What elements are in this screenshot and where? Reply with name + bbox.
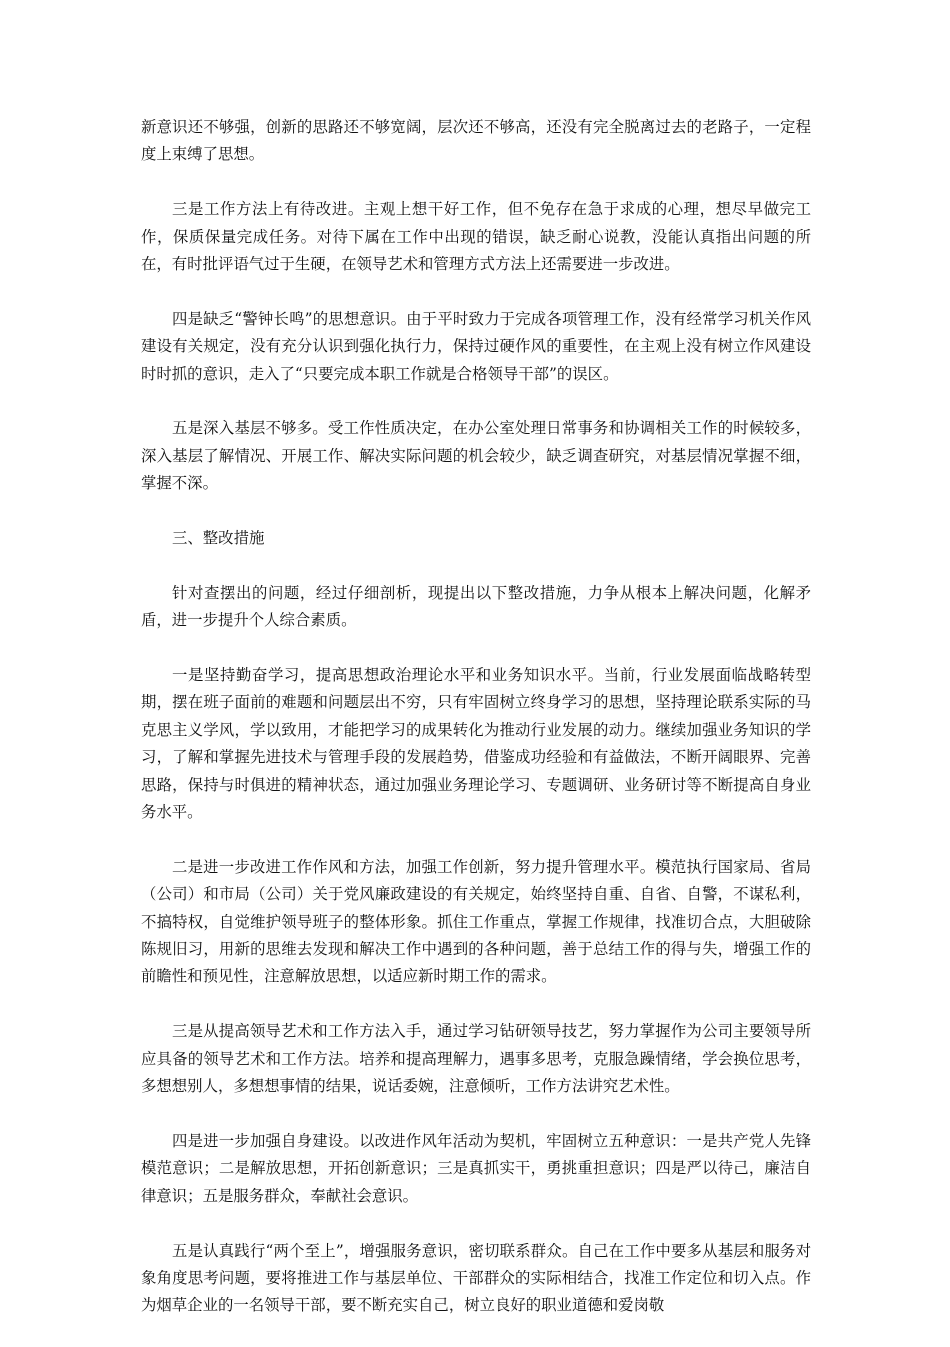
paragraph-measure-self-building: 四是进一步加强自身建设。以改进作风年活动为契机，牢固树立五种意识：一是共产党人先锋模范意识；二是解放思想，开拓创新意识；三是真抓实干，勇挑重担意识；四是严以待己，廉洁自律意识；五是服务群众，奉献社会意识。 xyxy=(141,1131,811,1205)
paragraph-work-method: 三是工作方法上有待改进。主观上想干好工作，但不免存在急于求成的心理，想尽早做完工作，保质保量完成任务。对待下属在工作中出现的错误，缺乏耐心说教，没能认真指出问题的所在，有时批评语气过于生硬，在领导艺术和管理方式方法上还需要进一步改进。 xyxy=(141,200,811,274)
paragraph-measure-leadership: 三是从提高领导艺术和工作方法入手，通过学习钻研领导技艺，努力掌握作为公司主要领导所应具备的领导艺术和工作方法。培养和提高理解力，遇事多思考，克服急躁情绪，学会换位思考，多想想别人，多想想事情的结果，说话委婉，注意倾听，工作方法讲究艺术性。 xyxy=(141,1022,811,1096)
paragraph-rectification-intro: 针对查摆出的问题，经过仔细剖析，现提出以下整改措施，力争从根本上解决问题，化解矛盾，进一步提升个人综合素质。 xyxy=(141,583,811,630)
section-heading-rectification: 三、整改措施 xyxy=(172,529,265,548)
paragraph-measure-work-style: 二是进一步改进工作作风和方法，加强工作创新，努力提升管理水平。模范执行国家局、省局（公司）和市局（公司）关于党风廉政建设的有关规定，始终坚持自重、自省、自警，不谋私利，不搞特权，自觉维护领导班子的整体形象。抓住工作重点，掌握工作规律，找准切合点，大胆破除陈规旧习，用新的思维去发现和解决工作中遇到的各种问题，善于总结工作的得与失，增强工作的前瞻性和预见性，注意解放思想，以适应新时期工作的需求。 xyxy=(141,857,811,986)
paragraph-grassroots: 五是深入基层不够多。受工作性质决定，在办公室处理日常事务和协调相关工作的时候较多，深入基层了解情况、开展工作、解决实际问题的机会较少，缺乏调查研究，对基层情况掌握不细，掌握不深。 xyxy=(141,419,811,493)
paragraph-alarm-awareness: 四是缺乏“警钟长鸣”的思想意识。由于平时致力于完成各项管理工作，没有经常学习机关作风建设有关规定，没有充分认识到强化执行力，保持过硬作风的重要性，在主观上没有树立作风建设时时抓的意识，走入了“只要完成本职工作就是合格领导干部”的误区。 xyxy=(141,309,811,383)
document-body xyxy=(141,114,811,1347)
paragraph-continuation: 新意识还不够强，创新的思路还不够宽阔，层次还不够高，还没有完全脱离过去的老路子，一定程度上束缚了思想。 xyxy=(141,118,811,164)
paragraph-measure-service: 五是认真践行“两个至上”，增强服务意识，密切联系群众。自己在工作中要多从基层和服务对象角度思考问题，要将推进工作与基层单位、干部群众的实际相结合，找准工作定位和切入点。作为烟草企业的一名领导干部，要不断充实自己，树立良好的职业道德和爱岗敬 xyxy=(141,1241,811,1315)
paragraph-measure-study: 一是坚持勤奋学习，提高思想政治理论水平和业务知识水平。当前，行业发展面临战略转型期，摆在班子面前的难题和问题层出不穷，只有牢固树立终身学习的思想，坚持理论联系实际的马克思主义学风，学以致用，才能把学习的成果转化为推动行业发展的动力。继续加强业务知识的学习，了解和掌握先进技术与管理手段的发展趋势，借鉴成功经验和有益做法，不断开阔眼界、完善思路，保持与时俱进的精神状态，通过加强业务理论学习、专题调研、业务研讨等不断提高自身业务水平。 xyxy=(141,666,811,822)
